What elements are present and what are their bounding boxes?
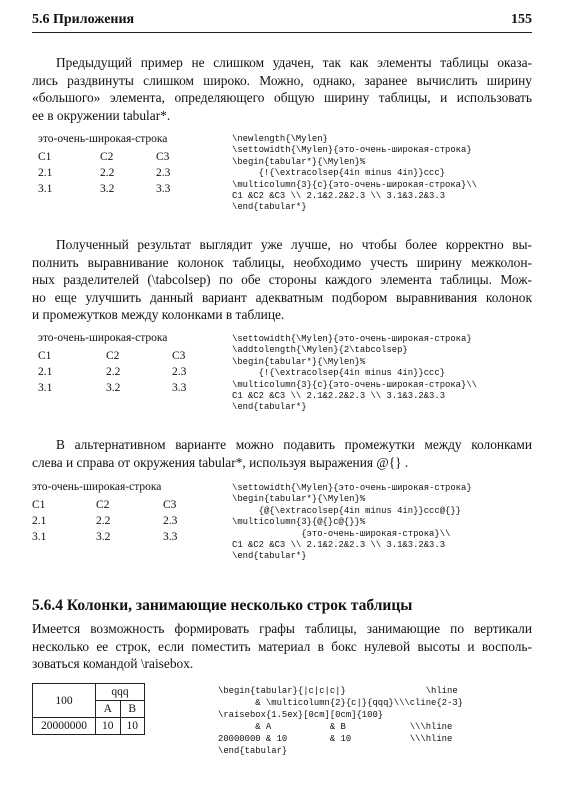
table-cell: A: [96, 701, 121, 718]
table-cell: 2.3: [156, 167, 171, 179]
page-header: [32, 10, 532, 33]
table-cell: C3: [172, 350, 186, 362]
table-cell: C1: [38, 350, 52, 362]
table-cell: 3.3: [172, 382, 187, 394]
table-cell: 20000000: [33, 718, 96, 735]
example-table-1: [38, 133, 188, 203]
table-cell: 3.2: [106, 382, 121, 394]
table-cell: 10: [120, 718, 145, 735]
paragraph-line: полнить выравнивание колонок таблицы, необходимо учесть ширину межколон-: [32, 254, 532, 270]
code-listing-2: \settowidth{\Mylen}{это-очень-широкая-строка} \addtolength{\Mylen}{2\tabcolsep} \begin{tabular*}{\Mylen}% {!{\extracolsep{4in minus 4in}}ccc} \multicolumn{3}{c}{это-очень-широкая-строка}\\ C1 &C2 &C3 \\ 2.1&2.2&2.3 \\ 3.1&3.2&3.3 \end{tabular*}: [232, 334, 477, 413]
paragraph-line: Предыдущий пример не слишком удачен, так как элементы таблицы оказа-: [56, 55, 532, 70]
table-cell: 3.2: [96, 531, 111, 543]
table-cell: qqq: [96, 684, 145, 701]
paragraph-line: Имеется возможность формировать графы таблицы, занимающие по вертикали: [32, 621, 532, 636]
example-table-2: [38, 332, 198, 402]
paragraph-line: лись раздвинуты слишком широко. Можно, однако, заранее вычислить ширину: [32, 72, 532, 88]
paragraph-line: «большого» элемента, определяющего общую ширину таблицы, и использовать: [32, 90, 532, 105]
table-title: это-очень-широкая-строка: [38, 332, 168, 344]
page-number: 155: [511, 12, 532, 27]
paragraph-raisebox: [32, 620, 532, 673]
paragraph-line: слева и справа от окружения tabular*, используя выражения @{} .: [32, 454, 409, 470]
table-cell: 3.3: [156, 183, 171, 195]
table-cell: C3: [156, 151, 170, 163]
table-cell: C3: [163, 499, 177, 511]
table-cell: 2.3: [163, 515, 178, 527]
table-title: это-очень-широкая-строка: [32, 481, 162, 493]
paragraph-intro: [32, 54, 532, 124]
paragraph-line: и промежутков между колонками в таблице.: [32, 307, 285, 322]
running-head-section: 5.6 Приложения: [32, 12, 135, 27]
table-cell: C1: [32, 499, 46, 511]
table-cell: C2: [100, 151, 114, 163]
table-row: [33, 718, 145, 735]
table-cell: 2.3: [172, 366, 187, 378]
table-cell: 2.2: [100, 167, 115, 179]
paragraph-tabcolsep: [32, 236, 532, 324]
table-row: [33, 684, 145, 701]
paragraph-line: но еще улучшить данный вариант адекватным подбором выравнивания колонок: [32, 289, 532, 305]
paragraph-line: ее в окружении tabular*.: [32, 107, 171, 123]
code-listing-1: \newlength{\Mylen} \settowidth{\Mylen}{это-очень-широкая-строка} \begin{tabular*}{\Mylen}% {!{\extracolsep{4in minus 4in}}ccc} \multicolumn{3}{c}{это-очень-широкая-строка}\\ C1 &C2 &C3 \\ 2.1&2.2&2.3 \\ 3.1&3.2&3.3 \end{tabular*}: [232, 134, 477, 213]
section-heading: 5.6.4 Колонки, занимающие несколько строк таблицы: [32, 597, 413, 614]
paragraph-alternative: [32, 436, 532, 471]
example-table-4: [32, 683, 145, 735]
table-title: это-очень-широкая-строка: [38, 133, 168, 145]
table-cell: 10: [96, 718, 121, 735]
paragraph-line: ных разделителей (\tabcolsep) по обе стороны каждого элемента таблицы. Мож-: [32, 272, 532, 287]
paragraph-line: Полученный результат выглядит уже лучше, но чтобы более корректно вы-: [56, 237, 532, 252]
table-cell: 3.1: [38, 382, 53, 394]
table-cell: 2.1: [38, 167, 53, 179]
table-cell-merged: 100: [33, 684, 96, 718]
table-cell: 3.1: [38, 183, 53, 195]
table-cell: 3.2: [100, 183, 115, 195]
paragraph-line: несколько ее строк, если поместить материал в бокс нулевой высоты и восполь-: [32, 638, 532, 654]
table-cell: 3.3: [163, 531, 178, 543]
table-cell: 2.1: [38, 366, 53, 378]
table-cell: C2: [106, 350, 120, 362]
example-table-3: [32, 481, 192, 551]
table-cell: 2.2: [106, 366, 121, 378]
table-cell: B: [120, 701, 145, 718]
code-listing-3: \settowidth{\Mylen}{это-очень-широкая-строка} \begin{tabular*}{\Mylen}% {@{\extracolsep{4in minus 4in}}ccc@{}} \multicolumn{3}{@{}c@{}}% {это-очень-широкая-строка}\\ C1 &C2 &C3 \\ 2.1&2.2&2.3 \\ 3.1&3.2&3.3 \end{tabular*}: [232, 483, 472, 562]
paragraph-line: зоваться командой \raisebox.: [32, 656, 194, 671]
code-listing-4: \begin{tabular}{|c|c|c|} \hline & \multicolumn{2}{c|}{qqq}\\\cline{2-3} \raisebox{1.5ex}[0cm][0cm]{100} & A & B \\\hline 20000000 & 10 & 10 \\\hline \end{tabular}: [218, 686, 463, 756]
paragraph-line: В альтернативном варианте можно подавить промежутки между колонками: [56, 437, 532, 452]
table-cell: 3.1: [32, 531, 47, 543]
table-cell: C2: [96, 499, 110, 511]
table-cell: C1: [38, 151, 52, 163]
table-cell: 2.1: [32, 515, 47, 527]
table-cell: 2.2: [96, 515, 111, 527]
